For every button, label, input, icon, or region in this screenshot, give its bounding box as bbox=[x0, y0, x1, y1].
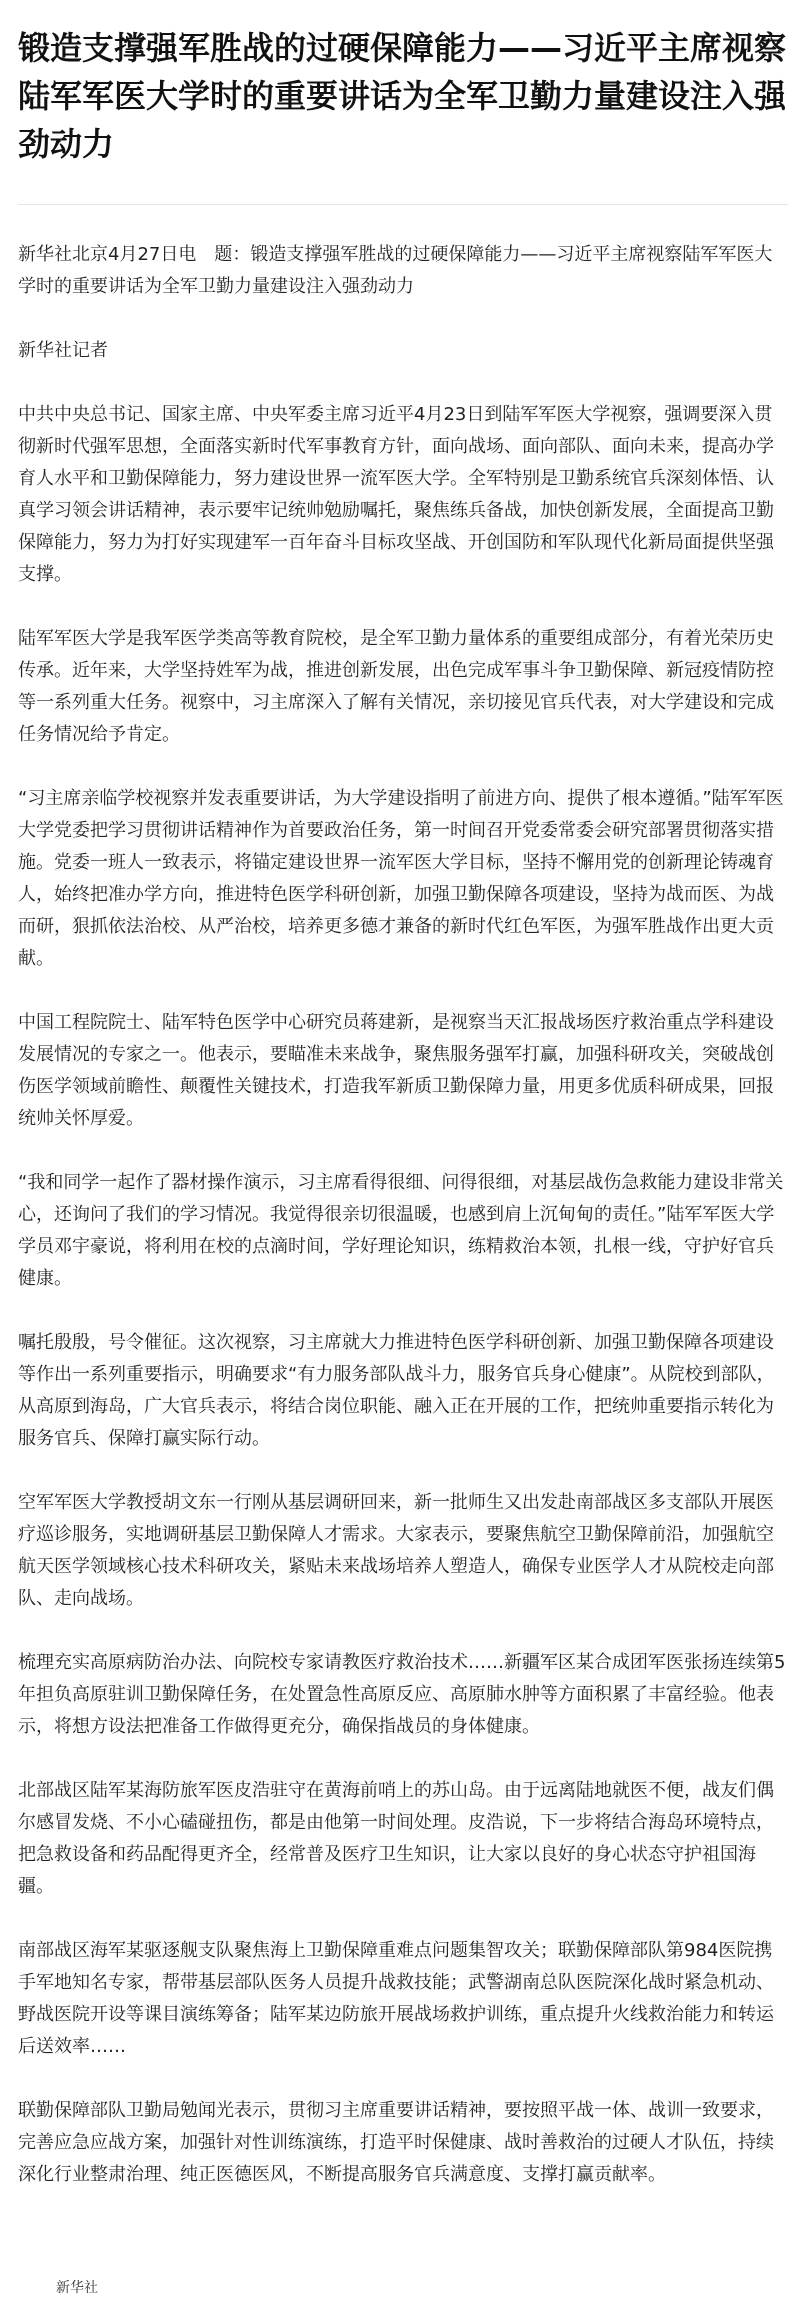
article-body bbox=[18, 239, 788, 2191]
article-paragraph: 联勤保障部队卫勤局勉闻光表示，贯彻习主席重要讲话精神，要按照平战一体、战训一致要求，完善应急应战方案，加强针对性训练演练，打造平时保健康、战时善救治的过硬人才队伍，持续深化行业整肃治理、纯正医德医风，不断提高服务官兵满意度、支撑打赢贡献率。 bbox=[18, 2100, 774, 2185]
article-title: 锻造支撑强军胜战的过硬保障能力——习近平主席视察陆军军医大学时的重要讲话为全军卫勤力量建设注入强劲动力 bbox=[18, 29, 787, 163]
article-paragraph: 中共中央总书记、国家主席、中央军委主席习近平4月23日到陆军军医大学视察，强调要深入贯彻新时代强军思想，全面落实新时代军事教育方针，面向战场、面向部队、面向未来，提高办学育人水平和卫勤保障能力，努力建设世界一流军医大学。全军特别是卫勤系统官兵深刻体悟、认真学习领会讲话精神，表示要牢记统帅勉励嘱托，聚焦练兵备战，加快创新发展，全面提高卫勤保障能力，努力为打好实现建军一百年奋斗目标攻坚战、开创国防和军队现代化新局面提供坚强支撑。 bbox=[18, 404, 774, 585]
article-paragraph: 梳理充实高原病防治办法、向院校专家请教医疗救治技术……新疆军区某合成团军医张扬连续第5年担负高原驻训卫勤保障任务，在处置急性高原反应、高原肺水肿等方面积累了丰富经验。他表示，将想方设法把准备工作做得更充分，确保指战员的身体健康。 bbox=[18, 1652, 786, 1737]
article-paragraph: 空军军医大学教授胡文东一行刚从基层调研回来，新一批师生又出发赴南部战区多支部队开展医疗巡诊服务，实地调研基层卫勤保障人才需求。大家表示，要聚焦航空卫勤保障前沿，加强航空航天医学领域核心技术科研攻关，紧贴未来战场培养人塑造人，确保专业医学人才从院校走向部队、走向战场。 bbox=[18, 1492, 774, 1609]
article-source: 新华社 bbox=[56, 2280, 98, 2296]
article-paragraph: “习主席亲临学校视察并发表重要讲话，为大学建设指明了前进方向、提供了根本遵循。”陆军军医大学党委把学习贯彻讲话精神作为首要政治任务，第一时间召开党委常委会研究部署贯彻落实措施。党委一班人一致表示，将锚定建设世界一流军医大学目标，坚持不懈用党的创新理论铸魂育人，始终把准办学方向，推进特色医学科研创新，加强卫勤保障各项建设，坚持为战而医、为战而研，狠抓依法治校、从严治校，培养更多德才兼备的新时代红色军医，为强军胜战作出更大贡献。 bbox=[18, 788, 784, 969]
article-paragraph: 嘱托殷殷，号令催征。这次视察，习主席就大力推进特色医学科研创新、加强卫勤保障各项建设等作出一系列重要指示，明确要求“有力服务部队战斗力，服务官兵身心健康”。从院校到部队，从高原到海岛，广大官兵表示，将结合岗位职能、融入正在开展的工作，把统帅重要指示转化为服务官兵、保障打赢实际行动。 bbox=[18, 1332, 775, 1449]
article-paragraph: 陆军军医大学是我军医学类高等教育院校，是全军卫勤力量体系的重要组成部分，有着光荣历史传承。近年来，大学坚持姓军为战，推进创新发展，出色完成军事斗争卫勤保障、新冠疫情防控等一系列重大任务。视察中，习主席深入了解有关情况，亲切接见官兵代表，对大学建设和完成任务情况给予肯定。 bbox=[18, 628, 774, 745]
article-dateline: 新华社北京4月27日电 题：锻造支撑强军胜战的过硬保障能力——习近平主席视察陆军军医大学时的重要讲话为全军卫勤力量建设注入强劲动力 bbox=[18, 244, 773, 297]
article-paragraph: 北部战区陆军某海防旅军医皮浩驻守在黄海前哨上的苏山岛。由于远离陆地就医不便，战友们偶尔感冒发烧、不小心磕碰扭伤，都是由他第一时间处理。皮浩说，下一步将结合海岛环境特点，把急救设备和药品配得更齐全，经常普及医疗卫生知识，让大家以良好的身心状态守护祖国海疆。 bbox=[18, 1780, 774, 1897]
article-byline: 新华社记者 bbox=[18, 340, 108, 361]
article-paragraph: 南部战区海军某驱逐舰支队聚焦海上卫勤保障重难点问题集智攻关；联勤保障部队第984医院携手军地知名专家，帮带基层部队医务人员提升战救技能；武警湖南总队医院深化战时紧急机动、野战医院开设等课目演练筹备；陆军某边防旅开展战场救护训练，重点提升火线救治能力和转运后送效率…… bbox=[18, 1940, 774, 2057]
article-paragraph: “我和同学一起作了器材操作演示，习主席看得很细、问得很细，对基层战伤急救能力建设非常关心，还询问了我们的学习情况。我觉得很亲切很温暖，也感到肩上沉甸甸的责任。”陆军军医大学学员邓宇豪说，将利用在校的点滴时间，学好理论知识，练精救治本领，扎根一线，守护好官兵健康。 bbox=[18, 1172, 784, 1289]
article-paragraph: 中国工程院院士、陆军特色医学中心研究员蒋建新，是视察当天汇报战场医疗救治重点学科建设发展情况的专家之一。他表示，要瞄准未来战争，聚焦服务强军打赢，加强科研攻关，突破战创伤医学领域前瞻性、颠覆性关键技术，打造我军新质卫勤保障力量，用更多优质科研成果，回报统帅关怀厚爱。 bbox=[18, 1012, 774, 1129]
title-divider bbox=[18, 204, 788, 205]
